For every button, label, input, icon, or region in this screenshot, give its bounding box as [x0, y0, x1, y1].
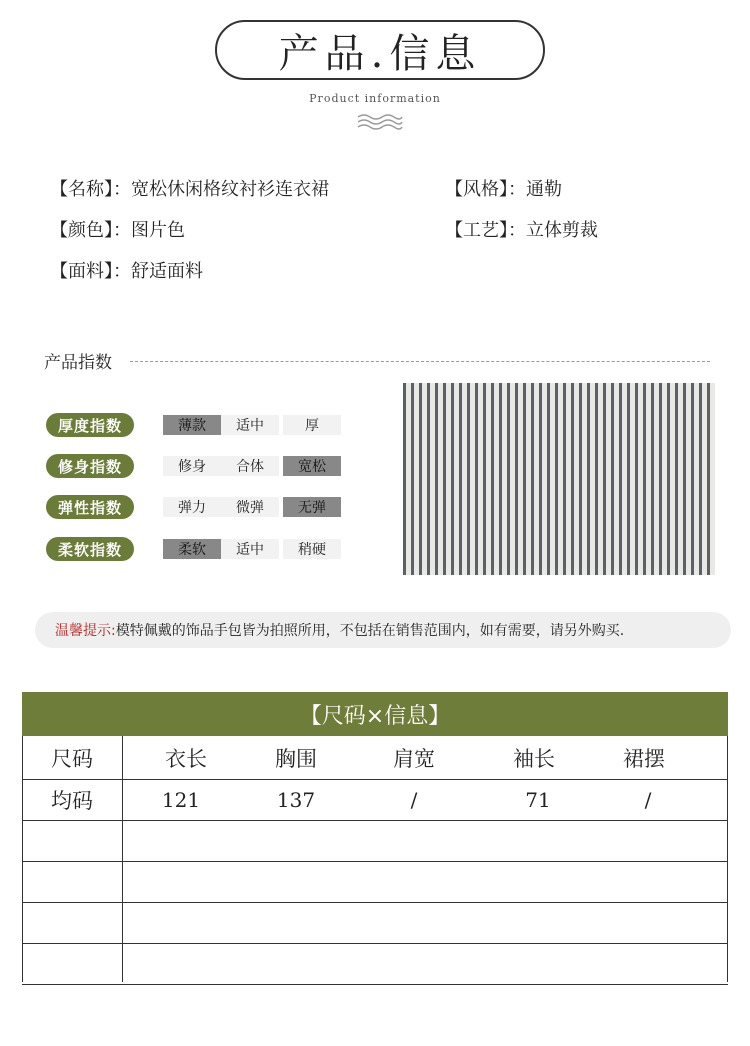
index-badge: 弹性指数 — [46, 495, 134, 519]
index-option: 无弹 — [283, 497, 341, 517]
index-option: 修身 — [163, 456, 221, 476]
color-value: 图片色 — [131, 220, 185, 241]
info-style — [445, 175, 562, 201]
table-cell: 137 — [276, 788, 316, 812]
table-header-cell: 袖长 — [513, 746, 555, 771]
table-header-cell: 尺码 — [51, 746, 93, 771]
index-option: 弹力 — [163, 497, 221, 517]
info-name — [50, 175, 329, 201]
info-color — [50, 216, 185, 242]
fabric-swatch-image — [403, 383, 715, 575]
fabric-label: 【面料】： — [50, 261, 131, 282]
table-border-left — [22, 736, 23, 982]
table-row-empty — [22, 903, 728, 944]
size-table — [22, 736, 728, 985]
craft-value: 立体剪裁 — [526, 220, 598, 241]
section-divider — [130, 361, 710, 362]
table-header-row — [22, 736, 728, 780]
name-label: 【名称】： — [50, 179, 131, 200]
style-label: 【风格】： — [445, 179, 526, 200]
table-header-cell: 胸围 — [275, 746, 317, 771]
table-header-cell: 衣长 — [165, 746, 207, 771]
table-cell: 71 — [525, 788, 551, 812]
index-option: 适中 — [221, 539, 279, 559]
table-border-right — [727, 736, 728, 982]
index-option: 厚 — [283, 415, 341, 435]
index-option: 宽松 — [283, 456, 341, 476]
table-cell: / — [410, 788, 418, 812]
page-title: 产品.信息 — [278, 30, 482, 77]
page-subtitle: Product information — [309, 92, 441, 105]
table-row — [22, 780, 728, 821]
size-table-title: 【尺码×信息】 — [22, 692, 728, 736]
table-row-empty — [22, 944, 728, 985]
fabric-value: 舒适面料 — [131, 261, 203, 282]
index-option: 柔软 — [163, 539, 221, 559]
info-fabric — [50, 257, 203, 283]
table-row-empty — [22, 862, 728, 903]
index-option: 合体 — [221, 456, 279, 476]
index-option: 微弹 — [221, 497, 279, 517]
craft-label: 【工艺】： — [445, 220, 526, 241]
table-cell: 均码 — [51, 789, 93, 813]
index-option: 薄款 — [163, 415, 221, 435]
index-option: 适中 — [221, 415, 279, 435]
table-header-cell: 肩宽 — [393, 746, 435, 771]
table-cell: 121 — [161, 788, 201, 812]
name-value: 宽松休闲格纹衬衫连衣裙 — [131, 179, 329, 200]
index-badge: 修身指数 — [46, 454, 134, 478]
section-title-index: 产品指数 — [44, 353, 112, 373]
index-badge: 厚度指数 — [46, 413, 134, 437]
table-divider — [122, 736, 123, 982]
tip-text: 模特佩戴的饰品手包皆为拍照所用，不包括在销售范围内，如有需要，请另外购买. — [115, 623, 625, 639]
index-badge: 柔软指数 — [46, 537, 134, 561]
table-header-cell: 裙摆 — [623, 746, 665, 771]
index-option: 稍硬 — [283, 539, 341, 559]
tip-prefix: 温馨提示: — [55, 623, 116, 639]
tip-banner — [35, 612, 731, 648]
style-value: 通勒 — [526, 179, 562, 200]
table-cell: / — [644, 788, 652, 812]
table-row-empty — [22, 821, 728, 862]
color-label: 【颜色】： — [50, 220, 131, 241]
info-craft — [445, 216, 598, 242]
wave-icon — [356, 112, 404, 132]
title-pill — [215, 20, 545, 80]
